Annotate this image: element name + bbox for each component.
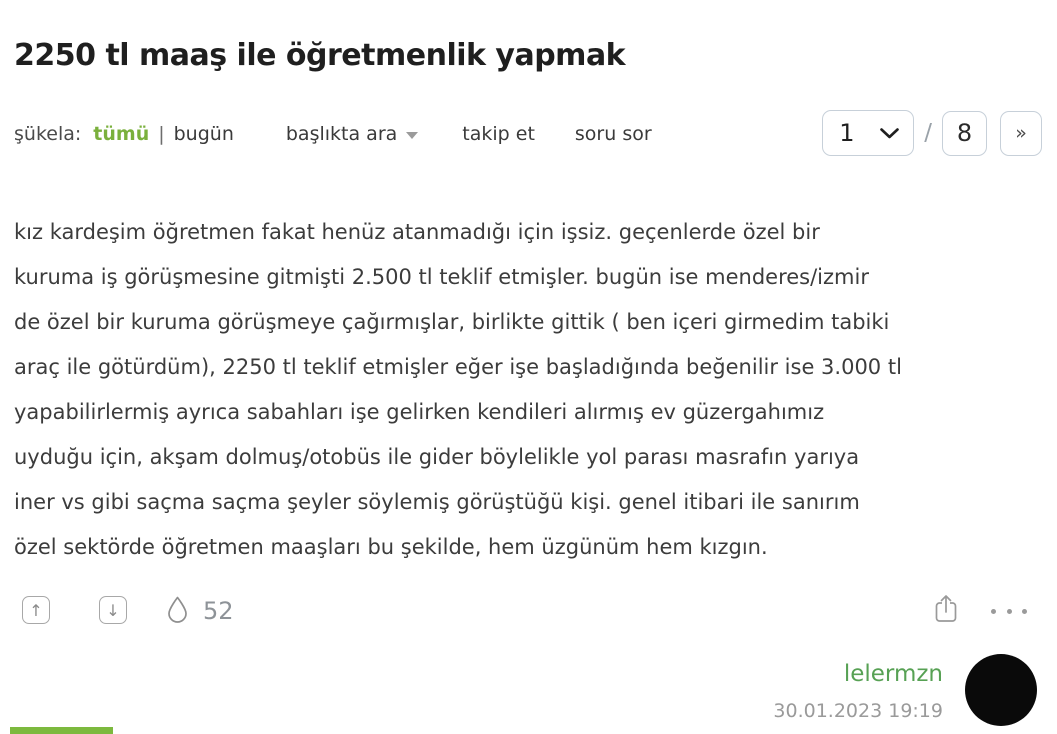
share-button[interactable] bbox=[933, 593, 959, 624]
search-in-topic-label: başlıkta ara bbox=[285, 123, 398, 145]
more-options-icon bbox=[991, 609, 996, 614]
down-arrow-icon: ↓ bbox=[106, 600, 120, 620]
page-select-value: 1 bbox=[839, 119, 855, 147]
follow-topic-button[interactable]: takip et bbox=[462, 123, 535, 145]
entry-content bbox=[14, 210, 1057, 570]
entry-text-line: de özel bir kuruma görüşmeye çağırmışlar, birlikte gittik ( ben içeri girmedim tabiki bbox=[14, 310, 890, 334]
pagination-separator: / bbox=[924, 120, 932, 146]
caret-down-icon bbox=[406, 132, 418, 139]
search-in-topic-button[interactable] bbox=[286, 123, 418, 145]
bottom-green-bar[interactable] bbox=[10, 727, 113, 734]
pagination bbox=[822, 110, 1042, 156]
entry-text-line: araç ile götürdüm), 2250 tl teklif etmişler eğer işe başladığında beğenilir ise 3.000 tl bbox=[14, 355, 902, 379]
favorite-droplet-icon bbox=[166, 595, 189, 624]
next-page-button[interactable]: » bbox=[1000, 111, 1042, 156]
more-options-icon bbox=[1007, 609, 1012, 614]
downvote-button[interactable] bbox=[99, 596, 127, 624]
entry-text-line: özel sektörde öğretmen maaşları bu şekilde, hem üzgünüm hem kızgın. bbox=[14, 535, 768, 559]
filter-separator: | bbox=[158, 123, 165, 145]
entry-text-line: uyduğu için, akşam dolmuş/otobüs ile gider böylelikle yol parası masrafın yarıya bbox=[14, 445, 860, 469]
up-arrow-icon: ↑ bbox=[29, 600, 43, 620]
sukela-label: şükela: bbox=[14, 123, 82, 145]
entry-text-line: kız kardeşim öğretmen fakat henüz atanmadığı için işsiz. geçenlerde özel bir bbox=[14, 220, 820, 244]
topic-subnav bbox=[14, 119, 652, 149]
entry-text-line: kuruma iş görüşmesine gitmişti 2.500 tl teklif etmişler. bugün ise menderes/izmir bbox=[14, 265, 869, 289]
entry-timestamp-link[interactable]: 30.01.2023 19:19 bbox=[773, 700, 943, 722]
upvote-button[interactable] bbox=[22, 596, 50, 624]
more-options-icon bbox=[1022, 609, 1027, 614]
more-options-button[interactable] bbox=[991, 603, 1027, 619]
favorite-count[interactable]: 52 bbox=[203, 597, 234, 625]
ask-question-button[interactable]: soru sor bbox=[574, 123, 652, 145]
chevron-down-icon bbox=[880, 128, 899, 139]
last-page-button[interactable]: 8 bbox=[942, 111, 987, 156]
page-select[interactable] bbox=[822, 110, 914, 156]
entry-text-line: iner vs gibi saçma saçma şeyler söylemiş görüştüğü kişi. genel itibari ile sanırım bbox=[14, 490, 860, 514]
author-avatar[interactable] bbox=[965, 654, 1037, 726]
page-title: 2250 tl maaş ile öğretmenlik yapmak bbox=[14, 38, 626, 73]
share-icon bbox=[933, 593, 959, 624]
filter-all-link[interactable]: tümü bbox=[93, 123, 150, 145]
entry-text-line: yapabilirlermiş ayrıca sabahları işe gelirken kendileri alırmış ev güzergahımız bbox=[14, 400, 825, 424]
filter-today-link[interactable]: bugün bbox=[173, 123, 234, 145]
entry-author-link[interactable]: lelermzn bbox=[843, 661, 943, 687]
